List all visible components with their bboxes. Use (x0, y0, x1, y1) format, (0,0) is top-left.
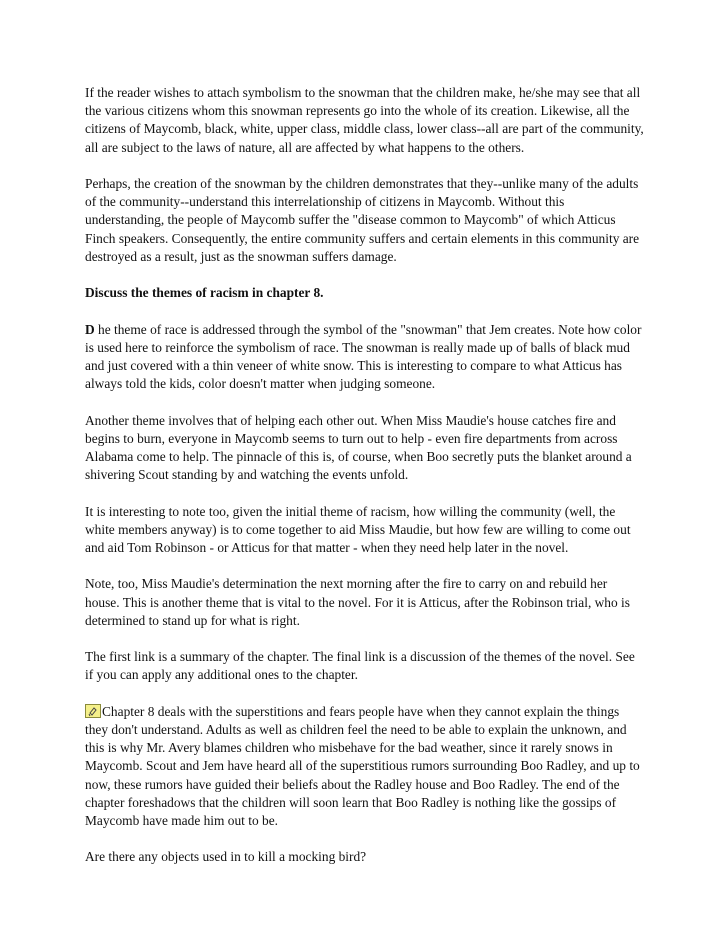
comment-note-icon[interactable] (85, 704, 101, 718)
document-page (85, 84, 645, 885)
paragraph-race-theme-text: he theme of race is addressed through the symbol of the "snowman" that Jem creates. Note how color is used here to reinforce the symbolism of race. The snowman is really made up of balls of black mud and just covered with a thin veneer of white snow. This is interesting to compare to what Atticus has always told the kids, color doesn't matter when judging someone. (85, 321, 642, 392)
paragraph-helping-theme: Another theme involves that of helping each other out. When Miss Maudie's house catches fire and begins to burn, everyone in Maycomb seems to turn out to help - even fire departments from across Alabama come to help. The pinnacle of this is, of course, when Boo secretly puts the blanket around a shivering Scout standing by and watching the events unfold. (85, 412, 632, 483)
paragraph-snowman-creation: Perhaps, the creation of the snowman by the children demonstrates that they--unlike many of the adults of the community--understand this interrelationship of citizens in Maycomb. Without this understanding, the people of Maycomb suffer the "disease common to Maycomb" of which Atticus Finch speakers. Consequently, the entire community suffers and certain elements in this community are destroyed as a result, just as the snowman suffers damage. (85, 176, 640, 264)
paragraph-snowman-symbolism: If the reader wishes to attach symbolism to the snowman that the children make, he/she may see that all the various citizens whom this snowman represents go into the whole of its creation. Likewise, all the citizens of Maycomb, black, white, upper class, middle class, lower class--all are part of the community, all are subject to the laws of nature, all are affected by what happens to the others. (85, 85, 644, 155)
paragraph-chapter-summary (85, 703, 645, 830)
paragraph-chapter-summary-text: Chapter 8 deals with the superstitions and fears people have when they cannot explain the things they don't understand. Adults as well as children feel the need to be able to explain the unknown, and this is why Mr. Avery blames children who misbehave for the bad weather, since it rarely snows in Maycomb. Scout and Jem have heard all of the superstitious rumors surrounding Boo Radley, and up to now, these rumors have guided their beliefs about the Radley house and Boo Radley. The end of the chapter foreshadows that the children will soon learn that Boo Radley is nothing like the gossips of Maycomb have made him out to be. (85, 703, 640, 828)
paragraph-links-note: The first link is a summary of the chapter. The final link is a discussion of the themes of the novel. See if you can apply any additional ones to the chapter. (85, 649, 635, 683)
paragraph-maudie-determination: Note, too, Miss Maudie's determination the next morning after the fire to carry on and rebuild her house. This is another theme that is vital to the novel. For it is Atticus, after the Robinson trial, who is determined to stand up for what is right. (85, 576, 630, 628)
paragraph-community-racism: It is interesting to note too, given the initial theme of racism, how willing the community (well, the white members anyway) is to come together to aid Miss Maudie, but how few are willing to come out and aid Tom Robinson - or Atticus for that matter - when they need help later in the novel. (85, 503, 631, 555)
drop-cap-letter: D (85, 321, 95, 337)
paragraph-race-theme (85, 321, 645, 394)
section-heading-racism: Discuss the themes of racism in chapter 8. (85, 285, 324, 301)
paragraph-question: Are there any objects used in to kill a mocking bird? (85, 849, 367, 865)
